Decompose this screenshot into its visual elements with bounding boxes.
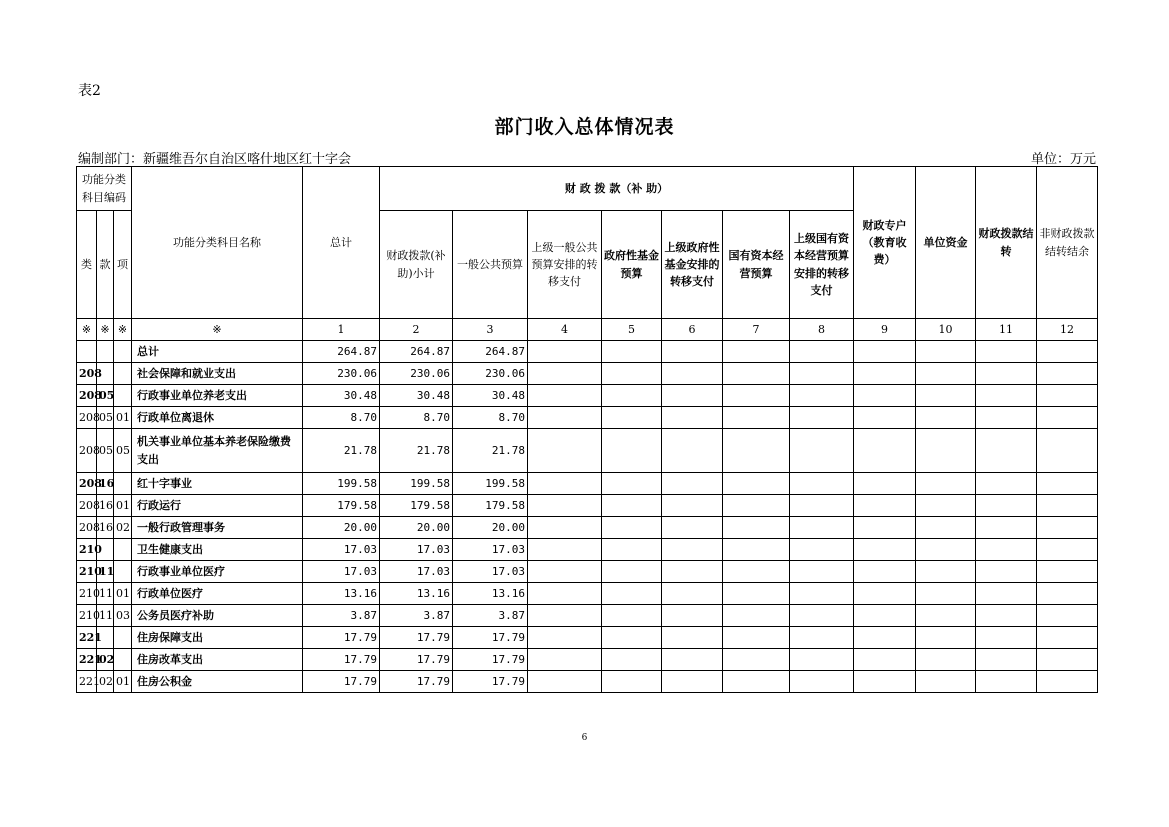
empty-cell: [1037, 517, 1098, 539]
empty-cell: [790, 473, 854, 495]
empty-cell: [976, 561, 1037, 583]
empty-cell: [976, 341, 1037, 363]
empty-cell: [790, 583, 854, 605]
code-kuan-cell: 05: [97, 407, 114, 429]
fiscal-subtotal-cell: 17.79: [380, 649, 453, 671]
general-budget-cell: 13.16: [453, 583, 528, 605]
code-lei-cell: 208: [77, 517, 97, 539]
department-label: 编制部门：新疆维吾尔自治区喀什地区红十字会: [78, 152, 352, 167]
empty-cell: [854, 429, 916, 473]
header-gov-fund: 政府性基金预算: [602, 211, 662, 319]
code-lei-cell: 221: [77, 627, 97, 649]
code-kuan-cell: [97, 341, 114, 363]
empty-cell: [790, 407, 854, 429]
code-xiang-cell: [114, 539, 132, 561]
empty-cell: [602, 627, 662, 649]
general-budget-cell: 179.58: [453, 495, 528, 517]
code-lei-cell: 210: [77, 583, 97, 605]
general-budget-cell: 17.79: [453, 671, 528, 693]
empty-cell: [662, 583, 723, 605]
empty-cell: [602, 363, 662, 385]
empty-cell: [1037, 583, 1098, 605]
empty-cell: [976, 517, 1037, 539]
empty-cell: [916, 407, 976, 429]
empty-cell: [662, 473, 723, 495]
empty-cell: [528, 363, 602, 385]
empty-cell: [1037, 341, 1098, 363]
table-row: [77, 627, 1098, 649]
item-name-cell: 机关事业单位基本养老保险缴费支出: [132, 429, 303, 473]
code-xiang-cell: 05: [114, 429, 132, 473]
item-name-cell: 行政单位医疗: [132, 583, 303, 605]
code-kuan-cell: 11: [97, 583, 114, 605]
total-cell: 21.78: [303, 429, 380, 473]
empty-cell: [528, 627, 602, 649]
empty-cell: [854, 649, 916, 671]
fiscal-subtotal-cell: 199.58: [380, 473, 453, 495]
code-lei-cell: 210: [77, 605, 97, 627]
code-lei-cell: 208: [77, 473, 97, 495]
empty-cell: [854, 605, 916, 627]
code-xiang-cell: 01: [114, 407, 132, 429]
code-xiang-cell: [114, 341, 132, 363]
code-xiang-cell: [114, 649, 132, 671]
table-row: [77, 671, 1098, 693]
fiscal-subtotal-cell: 20.00: [380, 517, 453, 539]
index-cell: 11: [976, 319, 1037, 341]
general-budget-cell: 264.87: [453, 341, 528, 363]
empty-cell: [602, 583, 662, 605]
table-label: 表2: [78, 83, 101, 99]
code-lei-cell: 208: [77, 363, 97, 385]
empty-cell: [528, 539, 602, 561]
empty-cell: [976, 385, 1037, 407]
fiscal-subtotal-cell: 179.58: [380, 495, 453, 517]
item-name-cell: 行政事业单位医疗: [132, 561, 303, 583]
empty-cell: [976, 605, 1037, 627]
fiscal-subtotal-cell: 17.03: [380, 539, 453, 561]
header-non-fiscal-carryover: 非财政拨款结转结余: [1037, 167, 1098, 319]
empty-cell: [916, 473, 976, 495]
empty-cell: [662, 495, 723, 517]
code-xiang-cell: 01: [114, 583, 132, 605]
general-budget-cell: 199.58: [453, 473, 528, 495]
empty-cell: [528, 517, 602, 539]
empty-cell: [723, 583, 790, 605]
fiscal-subtotal-cell: 264.87: [380, 341, 453, 363]
code-kuan-cell: 02: [97, 649, 114, 671]
empty-cell: [976, 627, 1037, 649]
fiscal-subtotal-cell: 17.79: [380, 671, 453, 693]
code-xiang-cell: 01: [114, 671, 132, 693]
code-lei-cell: 208: [77, 385, 97, 407]
index-cell: 10: [916, 319, 976, 341]
empty-cell: [662, 385, 723, 407]
empty-cell: [723, 429, 790, 473]
empty-cell: [916, 671, 976, 693]
general-budget-cell: 17.03: [453, 561, 528, 583]
item-name-cell: 总计: [132, 341, 303, 363]
empty-cell: [662, 649, 723, 671]
empty-cell: [528, 341, 602, 363]
empty-cell: [854, 407, 916, 429]
empty-cell: [723, 385, 790, 407]
empty-cell: [790, 341, 854, 363]
empty-cell: [976, 429, 1037, 473]
table-row: [77, 363, 1098, 385]
empty-cell: [976, 671, 1037, 693]
total-cell: 17.03: [303, 539, 380, 561]
total-cell: 230.06: [303, 363, 380, 385]
code-kuan-cell: 16: [97, 517, 114, 539]
empty-cell: [602, 385, 662, 407]
total-cell: 20.00: [303, 517, 380, 539]
empty-cell: [662, 341, 723, 363]
table-row: [77, 561, 1098, 583]
empty-cell: [790, 363, 854, 385]
empty-cell: [662, 605, 723, 627]
index-cell: 8: [790, 319, 854, 341]
table-row: [77, 649, 1098, 671]
empty-cell: [1037, 473, 1098, 495]
empty-cell: [528, 429, 602, 473]
general-budget-cell: 17.03: [453, 539, 528, 561]
general-budget-cell: 30.48: [453, 385, 528, 407]
empty-cell: [1037, 671, 1098, 693]
index-cell: 1: [303, 319, 380, 341]
empty-cell: [662, 627, 723, 649]
empty-cell: [916, 341, 976, 363]
empty-cell: [854, 627, 916, 649]
item-name-cell: 行政运行: [132, 495, 303, 517]
fiscal-subtotal-cell: 230.06: [380, 363, 453, 385]
empty-cell: [602, 429, 662, 473]
empty-cell: [916, 517, 976, 539]
code-lei-cell: 221: [77, 671, 97, 693]
code-xiang-cell: [114, 385, 132, 407]
header-total: 总计: [303, 167, 380, 319]
code-lei-cell: 221: [77, 649, 97, 671]
code-lei-cell: 208: [77, 495, 97, 517]
empty-cell: [790, 561, 854, 583]
empty-cell: [790, 539, 854, 561]
empty-cell: [1037, 627, 1098, 649]
empty-cell: [662, 671, 723, 693]
empty-cell: [602, 605, 662, 627]
item-name-cell: 公务员医疗补助: [132, 605, 303, 627]
empty-cell: [1037, 561, 1098, 583]
item-name-cell: 一般行政管理事务: [132, 517, 303, 539]
header-fiscal-group: 财 政 拨 款（补 助）: [380, 167, 854, 211]
empty-cell: [976, 649, 1037, 671]
empty-cell: [528, 495, 602, 517]
empty-cell: [916, 583, 976, 605]
table-row: [77, 583, 1098, 605]
empty-cell: [602, 539, 662, 561]
empty-cell: [602, 495, 662, 517]
index-cell: ※: [77, 319, 97, 341]
code-xiang-cell: 02: [114, 517, 132, 539]
empty-cell: [1037, 495, 1098, 517]
table-row: [77, 495, 1098, 517]
empty-cell: [723, 473, 790, 495]
code-kuan-cell: 16: [97, 473, 114, 495]
empty-cell: [528, 561, 602, 583]
code-lei-cell: 208: [77, 407, 97, 429]
general-budget-cell: 8.70: [453, 407, 528, 429]
item-name-cell: 红十字事业: [132, 473, 303, 495]
code-xiang-cell: [114, 561, 132, 583]
index-cell: 6: [662, 319, 723, 341]
empty-cell: [602, 473, 662, 495]
item-name-cell: 行政单位离退休: [132, 407, 303, 429]
table-row: [77, 539, 1098, 561]
empty-cell: [790, 605, 854, 627]
header-fiscal-subtotal: 财政拨款(补助)小计: [380, 211, 453, 319]
code-lei-cell: 210: [77, 539, 97, 561]
table-row: [77, 385, 1098, 407]
empty-cell: [854, 561, 916, 583]
header-unit-funds: 单位资金: [916, 167, 976, 319]
code-lei-cell: 208: [77, 429, 97, 473]
item-name-cell: 卫生健康支出: [132, 539, 303, 561]
empty-cell: [854, 517, 916, 539]
item-name-cell: 住房改革支出: [132, 649, 303, 671]
empty-cell: [976, 363, 1037, 385]
empty-cell: [854, 539, 916, 561]
code-xiang-cell: [114, 363, 132, 385]
code-xiang-cell: 01: [114, 495, 132, 517]
empty-cell: [976, 539, 1037, 561]
total-cell: 8.70: [303, 407, 380, 429]
index-cell: ※: [132, 319, 303, 341]
empty-cell: [528, 671, 602, 693]
empty-cell: [662, 429, 723, 473]
empty-cell: [602, 341, 662, 363]
fiscal-subtotal-cell: 8.70: [380, 407, 453, 429]
total-cell: 17.79: [303, 627, 380, 649]
empty-cell: [854, 341, 916, 363]
empty-cell: [528, 473, 602, 495]
index-cell: 2: [380, 319, 453, 341]
fiscal-subtotal-cell: 3.87: [380, 605, 453, 627]
empty-cell: [1037, 605, 1098, 627]
total-cell: 13.16: [303, 583, 380, 605]
empty-cell: [1037, 649, 1098, 671]
empty-cell: [790, 649, 854, 671]
empty-cell: [916, 649, 976, 671]
empty-cell: [976, 407, 1037, 429]
empty-cell: [723, 407, 790, 429]
total-cell: 17.03: [303, 561, 380, 583]
empty-cell: [602, 517, 662, 539]
header-state-capital: 国有资本经营预算: [723, 211, 790, 319]
header-func-class-name: 功能分类科目名称: [132, 167, 303, 319]
unit-label: 单位：万元: [1030, 152, 1096, 167]
item-name-cell: 行政事业单位养老支出: [132, 385, 303, 407]
empty-cell: [916, 385, 976, 407]
code-kuan-cell: 05: [97, 385, 114, 407]
empty-cell: [723, 495, 790, 517]
index-row: [77, 319, 1098, 341]
empty-cell: [1037, 385, 1098, 407]
fiscal-subtotal-cell: 17.79: [380, 627, 453, 649]
index-cell: ※: [114, 319, 132, 341]
general-budget-cell: 3.87: [453, 605, 528, 627]
empty-cell: [528, 605, 602, 627]
empty-cell: [790, 671, 854, 693]
header-func-class-code: 功能分类科目编码: [77, 167, 132, 211]
page-number: 6: [581, 733, 588, 743]
empty-cell: [854, 583, 916, 605]
total-cell: 199.58: [303, 473, 380, 495]
empty-cell: [723, 341, 790, 363]
fiscal-subtotal-cell: 21.78: [380, 429, 453, 473]
income-table: [76, 166, 1098, 693]
index-cell: 4: [528, 319, 602, 341]
empty-cell: [723, 671, 790, 693]
table-row: [77, 473, 1098, 495]
empty-cell: [790, 627, 854, 649]
empty-cell: [1037, 407, 1098, 429]
empty-cell: [916, 495, 976, 517]
index-cell: 3: [453, 319, 528, 341]
empty-cell: [854, 363, 916, 385]
code-kuan-cell: 16: [97, 495, 114, 517]
empty-cell: [723, 363, 790, 385]
table-row: [77, 605, 1098, 627]
empty-cell: [790, 495, 854, 517]
general-budget-cell: 20.00: [453, 517, 528, 539]
fiscal-subtotal-cell: 13.16: [380, 583, 453, 605]
empty-cell: [723, 539, 790, 561]
code-xiang-cell: 03: [114, 605, 132, 627]
total-cell: 17.79: [303, 671, 380, 693]
total-cell: 3.87: [303, 605, 380, 627]
header-lei: 类: [77, 211, 97, 319]
header-upper-general-transfer: 上级一般公共预算安排的转移支付: [528, 211, 602, 319]
item-name-cell: 住房保障支出: [132, 627, 303, 649]
code-lei-cell: 210: [77, 561, 97, 583]
code-kuan-cell: 02: [97, 671, 114, 693]
index-cell: 7: [723, 319, 790, 341]
empty-cell: [602, 407, 662, 429]
table-row: [77, 517, 1098, 539]
empty-cell: [790, 385, 854, 407]
general-budget-cell: 230.06: [453, 363, 528, 385]
fiscal-subtotal-cell: 17.03: [380, 561, 453, 583]
empty-cell: [662, 517, 723, 539]
empty-cell: [916, 363, 976, 385]
header-general-budget: 一般公共预算: [453, 211, 528, 319]
empty-cell: [976, 583, 1037, 605]
empty-cell: [602, 649, 662, 671]
item-name-cell: 住房公积金: [132, 671, 303, 693]
index-cell: ※: [97, 319, 114, 341]
empty-cell: [723, 605, 790, 627]
empty-cell: [662, 561, 723, 583]
header-fiscal-special: 财政专户（教育收费）: [854, 167, 916, 319]
empty-cell: [976, 473, 1037, 495]
empty-cell: [723, 649, 790, 671]
code-xiang-cell: [114, 627, 132, 649]
empty-cell: [662, 539, 723, 561]
empty-cell: [790, 517, 854, 539]
total-cell: 17.79: [303, 649, 380, 671]
total-cell: 264.87: [303, 341, 380, 363]
general-budget-cell: 17.79: [453, 627, 528, 649]
empty-cell: [854, 495, 916, 517]
empty-cell: [528, 407, 602, 429]
fiscal-subtotal-cell: 30.48: [380, 385, 453, 407]
table-row: [77, 429, 1098, 473]
empty-cell: [1037, 539, 1098, 561]
header-upper-gov-fund-transfer: 上级政府性基金安排的转移支付: [662, 211, 723, 319]
empty-cell: [916, 561, 976, 583]
empty-cell: [723, 561, 790, 583]
empty-cell: [662, 363, 723, 385]
code-kuan-cell: 11: [97, 605, 114, 627]
index-cell: 12: [1037, 319, 1098, 341]
empty-cell: [916, 539, 976, 561]
code-kuan-cell: 05: [97, 429, 114, 473]
empty-cell: [1037, 363, 1098, 385]
general-budget-cell: 21.78: [453, 429, 528, 473]
empty-cell: [723, 627, 790, 649]
empty-cell: [528, 583, 602, 605]
code-xiang-cell: [114, 473, 132, 495]
empty-cell: [854, 473, 916, 495]
index-cell: 5: [602, 319, 662, 341]
total-cell: 30.48: [303, 385, 380, 407]
empty-cell: [602, 561, 662, 583]
header-upper-state-capital-transfer: 上级国有资本经营预算安排的转移支付: [790, 211, 854, 319]
header-fiscal-carryover: 财政拨款结转: [976, 167, 1037, 319]
empty-cell: [662, 407, 723, 429]
empty-cell: [528, 385, 602, 407]
header-xiang: 项: [114, 211, 132, 319]
item-name-cell: 社会保障和就业支出: [132, 363, 303, 385]
empty-cell: [602, 671, 662, 693]
code-lei-cell: [77, 341, 97, 363]
empty-cell: [976, 495, 1037, 517]
empty-cell: [790, 429, 854, 473]
page-title: 部门收入总体情况表: [494, 116, 675, 138]
table-row: [77, 341, 1098, 363]
total-cell: 179.58: [303, 495, 380, 517]
empty-cell: [1037, 429, 1098, 473]
empty-cell: [854, 671, 916, 693]
empty-cell: [854, 385, 916, 407]
general-budget-cell: 17.79: [453, 649, 528, 671]
empty-cell: [916, 429, 976, 473]
empty-cell: [528, 649, 602, 671]
empty-cell: [723, 517, 790, 539]
header-kuan: 款: [97, 211, 114, 319]
code-kuan-cell: 11: [97, 561, 114, 583]
table-row: [77, 407, 1098, 429]
index-cell: 9: [854, 319, 916, 341]
empty-cell: [916, 605, 976, 627]
empty-cell: [916, 627, 976, 649]
